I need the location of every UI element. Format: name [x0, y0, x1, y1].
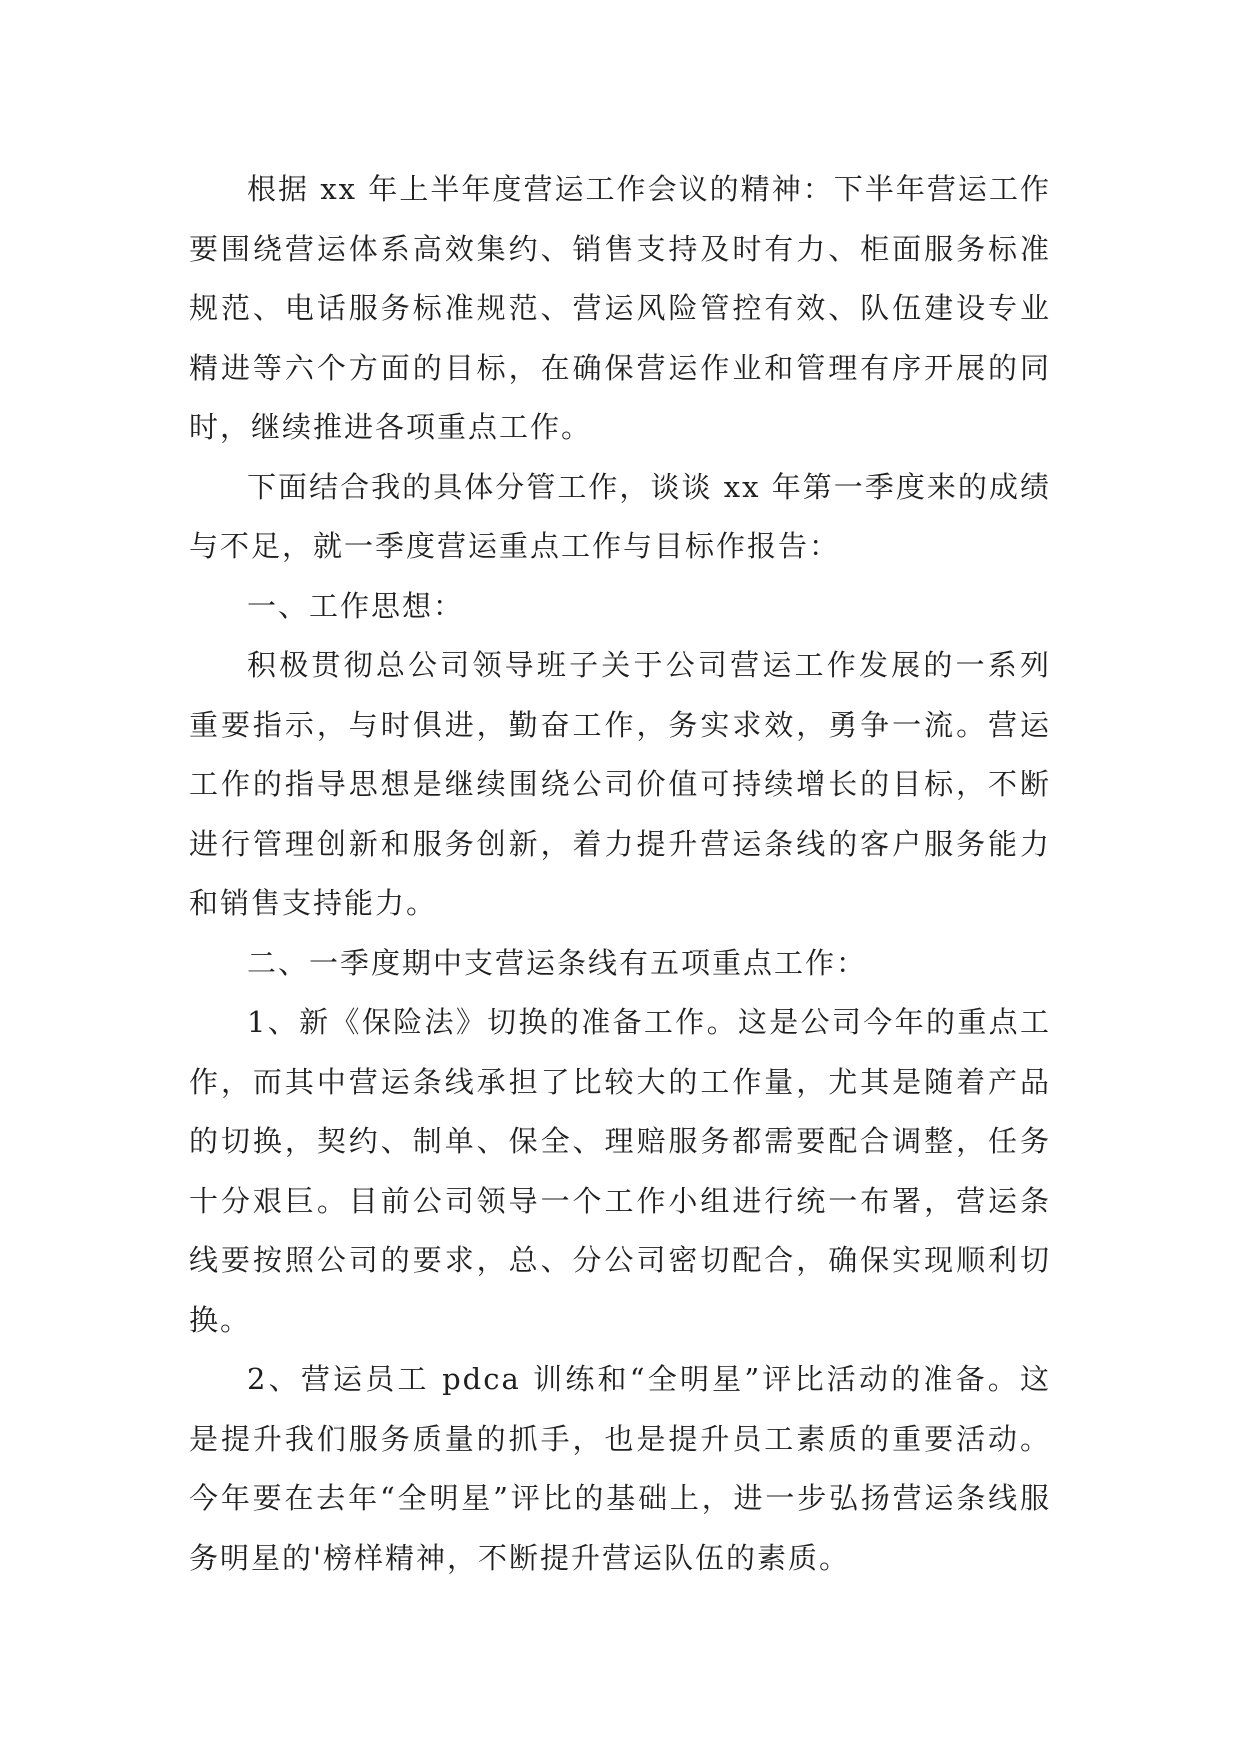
document-body	[189, 160, 1051, 1588]
paragraph-report-intro: 下面结合我的具体分管工作，谈谈 xx 年第一季度来的成绩与不足，就一季度营运重点工作与目标作报告：	[189, 469, 1051, 563]
paragraph-task-1: 1、新《保险法》切换的准备工作。这是公司今年的重点工作，而其中营运条线承担了比较大的工作量，尤其是随着产品的切换，契约、制单、保全、理赔服务都需要配合调整，任务十分艰巨。目前公司领导一个工作小组进行统一布署，营运条线要按照公司的要求，总、分公司密切配合，确保实现顺利切换。	[189, 1005, 1051, 1337]
paragraph-meeting-spirit: 根据 xx 年上半年度营运工作会议的精神：下半年营运工作要围绕营运体系高效集约、销售支持及时有力、柜面服务标准规范、电话服务标准规范、营运风险管控有效、队伍建设专业精进等六个方面的目标，在确保营运作业和管理有序开展的同时，继续推进各项重点工作。	[189, 172, 1051, 444]
heading-key-tasks: 二、一季度期中支营运条线有五项重点工作：	[247, 945, 868, 980]
paragraph-guiding-thoughts: 积极贯彻总公司领导班子关于公司营运工作发展的一系列重要指示，与时俱进，勤奋工作，务实求效，勇争一流。营运工作的指导思想是继续围绕公司价值可持续增长的目标，不断进行管理创新和服务创新，着力提升营运条线的客户服务能力和销售支持能力。	[189, 648, 1051, 920]
paragraph-task-2: 2、营运员工 pdca 训练和“全明星”评比活动的准备。这是提升我们服务质量的抓手，也是提升员工素质的重要活动。今年要在去年“全明星”评比的基础上，进一步弘扬营运条线服务明星的'榜样精神，不断提升营运队伍的素质。	[189, 1362, 1051, 1575]
heading-work-thoughts: 一、工作思想：	[247, 588, 465, 623]
